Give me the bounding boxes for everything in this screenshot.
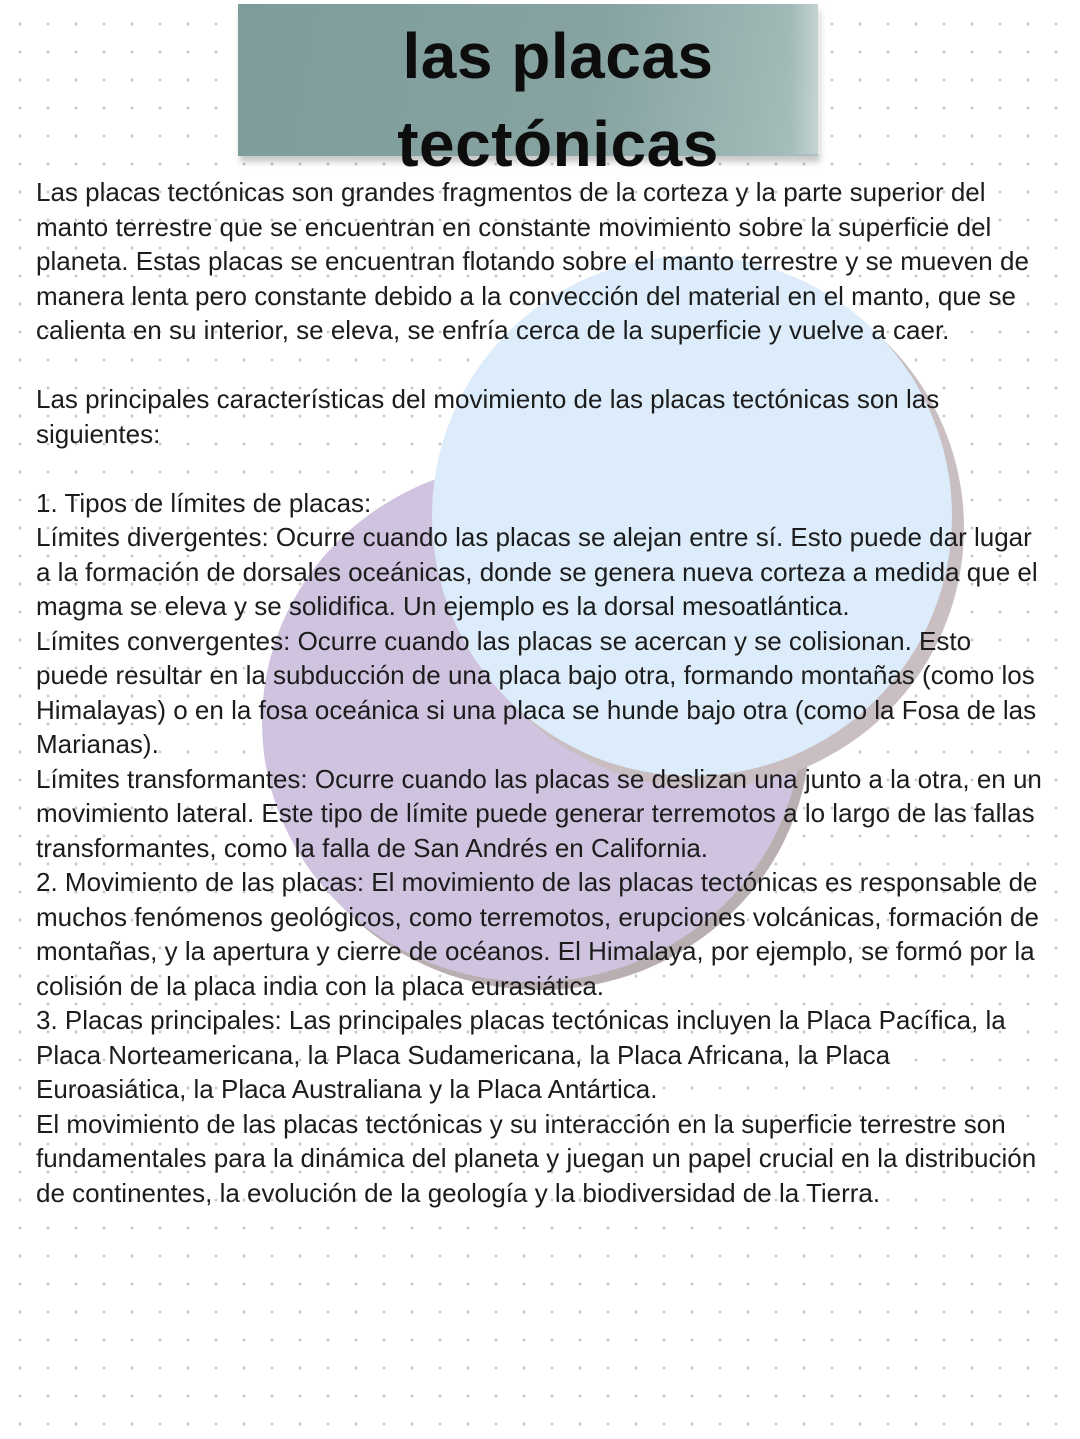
document-body xyxy=(36,175,1046,1210)
characteristics-intro: Las principales características del movimiento de las placas tectónicas son las siguientes: xyxy=(36,384,940,449)
section2-plate-movement: 2. Movimiento de las placas: El movimiento de las placas tectónicas es responsable de muchos fenómenos geológicos, como terremotos, erupciones volcánicas, formación de montañas, y la apertura y cierre de océanos. El Himalaya, por ejemplo, se formó por la colisión de la placa india con la placa eurasiática. xyxy=(36,867,1039,1001)
divergent-boundaries: Límites divergentes: Ocurre cuando las placas se alejan entre sí. Esto puede dar lugar a la formación de dorsales oceánicas, donde se genera nueva corteza a medida que el magma se eleva y se solidifica. Un ejemplo es la dorsal mesoatlántica. xyxy=(36,522,1038,621)
convergent-boundaries: Límites convergentes: Ocurre cuando las placas se acercan y se colisionan. Esto puede resultar en la subducción de una placa bajo otra, formando montañas (como los Himalayas) o en la fosa oceánica si una placa se hunde bajo otra (como la Fosa de las Marianas). xyxy=(36,625,1037,759)
paragraph-gap xyxy=(36,348,1046,383)
paragraph-gap xyxy=(36,451,1046,486)
section3-main-plates: 3. Placas principales: Las principales placas tectónicas incluyen la Placa Pacífica, la Placa Norteamericana, la Placa Sudamericana, la Placa Africana, la Placa Euroasiática, la Placa Australiana y la Placa Antártica. xyxy=(36,1005,1006,1104)
transform-boundaries: Límites transformantes: Ocurre cuando las placas se deslizan una junto a la otra, en un movimiento lateral. Este tipo de límite puede generar terremotos a lo largo de las fallas transformantes, como la falla de San Andrés en California. xyxy=(36,763,1042,863)
conclusion-paragraph: El movimiento de las placas tectónicas y su interacción en la superficie terrestre son fundamentales para la dinámica del planeta y juegan un papel crucial en la distribución de continentes, la evolución de la geología y la biodiversidad de la Tierra. xyxy=(36,1108,1037,1208)
section1-heading: 1. Tipos de límites de placas: xyxy=(36,487,372,518)
intro-paragraph: Las placas tectónicas son grandes fragmentos de la corteza y la parte superior del manto terrestre que se encuentran en constante movimiento sobre la superficie del planeta. Estas placas se encuentran flotando sobre el manto terrestre y se mueven de manera lenta pero constante debido a la convección del material en el manto, que se calienta en su interior, se eleva, se enfría cerca de la superficie y vuelve a caer. xyxy=(36,177,1029,345)
page-title: las placas tectónicas xyxy=(397,20,719,180)
